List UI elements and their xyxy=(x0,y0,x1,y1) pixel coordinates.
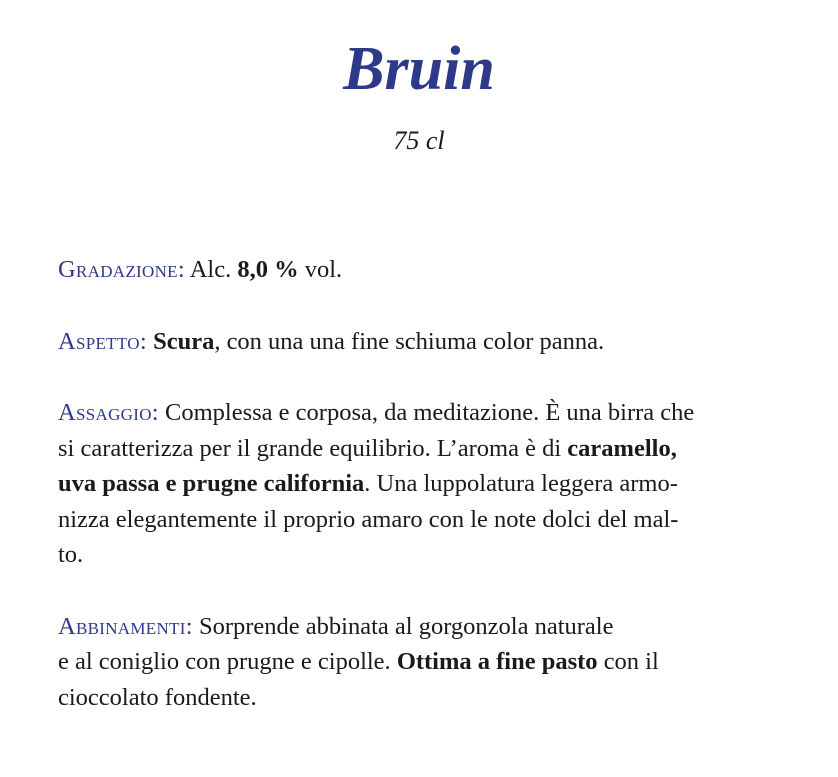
abbinamenti-bold: Ottima a fine pasto xyxy=(396,648,598,675)
aspetto-section xyxy=(58,324,798,360)
gradazione-prefix: Alc. xyxy=(189,256,232,283)
assaggio-bold-1: caramello, xyxy=(567,434,677,462)
abbinamenti-line-3: cioccolato fondente. xyxy=(58,683,257,711)
aspetto-label: Aspetto: xyxy=(58,327,147,355)
assaggio-label: Assaggio: xyxy=(58,399,159,426)
gradazione-label: Gradazione: xyxy=(58,256,185,283)
abbinamenti-text-3: con il xyxy=(603,648,659,675)
abbinamenti-line-1 xyxy=(58,609,798,645)
assaggio-line-4: nizza elegantemente il proprio amaro con le note dolci del mal- xyxy=(58,505,679,533)
aspetto-text: , con una una fine schiuma color panna. xyxy=(214,327,605,355)
assaggio-text-2: si caratterizza per il grande equilibrio. L’aroma è di xyxy=(58,434,562,462)
beer-name: Bruin xyxy=(343,35,495,103)
abbinamenti-line-2 xyxy=(58,644,798,680)
assaggio-text-1: Complessa e corposa, da meditazione. È una birra che xyxy=(165,399,695,426)
gradazione-value: 8,0 % xyxy=(237,256,299,283)
assaggio-line-2 xyxy=(58,431,798,467)
assaggio-line-3 xyxy=(58,466,798,502)
abbinamenti-section xyxy=(58,609,798,716)
beer-description xyxy=(58,252,798,751)
gradazione-suffix: vol. xyxy=(304,256,343,283)
beer-volume: 75 cl xyxy=(393,126,445,155)
assaggio-line-5: to. xyxy=(58,541,84,568)
assaggio-line-1 xyxy=(58,395,798,431)
abbinamenti-text-1: Sorprende abbinata al gorgonzola naturale xyxy=(198,612,614,640)
gradazione-line xyxy=(58,252,798,288)
aspetto-bold: Scura xyxy=(153,327,215,355)
assaggio-bold-2: uva passa e prugne california xyxy=(58,470,365,497)
assaggio-text-3: . Una luppolatura leggera armo- xyxy=(364,470,678,497)
gradazione-section xyxy=(58,252,798,288)
assaggio-section xyxy=(58,395,798,573)
abbinamenti-label: Abbinamenti: xyxy=(58,612,193,640)
aspetto-line xyxy=(58,324,798,360)
abbinamenti-text-2: e al coniglio con prugne e cipolle. xyxy=(58,648,391,675)
